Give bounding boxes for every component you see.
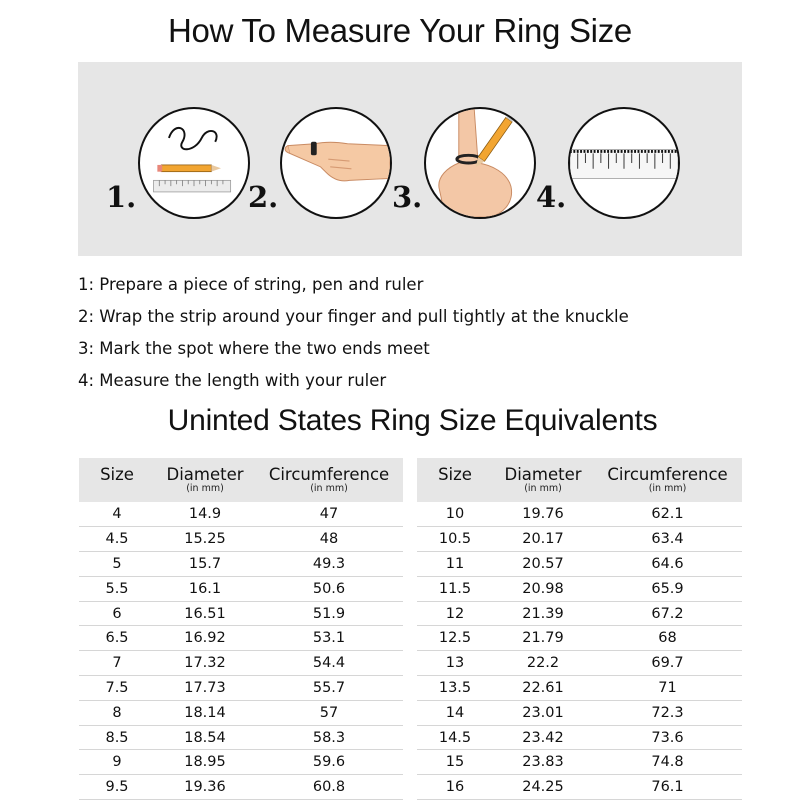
diameter-cell: 16.1 [155, 576, 255, 601]
circumference-cell: 71 [593, 676, 742, 701]
circumference-cell: 60.8 [255, 775, 403, 800]
table-row [79, 502, 403, 527]
string-pencil-ruler-icon [140, 109, 248, 217]
size-cell: 12.5 [417, 626, 493, 651]
size-cell: 8.5 [79, 725, 155, 750]
circumference-cell: 65.9 [593, 576, 742, 601]
size-cell: 11.5 [417, 576, 493, 601]
step-1-number: 1. [106, 180, 137, 214]
diameter-cell: 23.01 [493, 700, 593, 725]
size-cell: 7.5 [79, 676, 155, 701]
instruction-list [78, 272, 758, 400]
diameter-cell: 15.7 [155, 552, 255, 577]
step-3-number: 3. [392, 180, 423, 214]
step-1 [106, 107, 266, 227]
table-row [79, 651, 403, 676]
table-row [79, 552, 403, 577]
size-cell: 10 [417, 502, 493, 527]
circumference-cell: 53.1 [255, 626, 403, 651]
circumference-cell: 73.6 [593, 725, 742, 750]
table-body [417, 502, 742, 800]
size-cell: 5 [79, 552, 155, 577]
steps-illustration-panel [78, 62, 742, 256]
step-4-number: 4. [536, 180, 567, 214]
diameter-cell: 18.14 [155, 700, 255, 725]
diameter-cell: 20.98 [493, 576, 593, 601]
size-cell: 13.5 [417, 676, 493, 701]
circumference-cell: 47 [255, 502, 403, 527]
diameter-cell: 19.36 [155, 775, 255, 800]
diameter-cell: 23.42 [493, 725, 593, 750]
size-cell: 7 [79, 651, 155, 676]
diameter-cell: 17.32 [155, 651, 255, 676]
table-row [417, 676, 742, 701]
instruction-item: 4: Measure the length with your ruler [78, 371, 387, 390]
diameter-cell: 21.39 [493, 601, 593, 626]
size-cell: 9.5 [79, 775, 155, 800]
diameter-column-header: Diameter (in mm) [155, 458, 255, 502]
diameter-column-header: Diameter (in mm) [493, 458, 593, 502]
table-title: Uninted States Ring Size Equivalents [167, 404, 658, 437]
step-2-illustration [280, 107, 392, 219]
diameter-cell: 20.57 [493, 552, 593, 577]
circumference-cell: 55.7 [255, 676, 403, 701]
ring-size-table-left [79, 458, 403, 800]
table-body [79, 502, 403, 800]
table-row [79, 626, 403, 651]
diameter-cell: 22.2 [493, 651, 593, 676]
instruction-item: 1: Prepare a piece of string, pen and ruler [78, 275, 424, 294]
table-row [79, 750, 403, 775]
diameter-cell: 14.9 [155, 502, 255, 527]
size-column-header: Size [417, 458, 493, 502]
diameter-cell: 15.25 [155, 527, 255, 552]
circumference-cell: 49.3 [255, 552, 403, 577]
table-row [417, 527, 742, 552]
diameter-cell: 18.54 [155, 725, 255, 750]
diameter-cell: 22.61 [493, 676, 593, 701]
circumference-cell: 68 [593, 626, 742, 651]
table-row [79, 700, 403, 725]
diameter-cell: 17.73 [155, 676, 255, 701]
step-1-illustration [138, 107, 250, 219]
size-cell: 14.5 [417, 725, 493, 750]
step-4-illustration [568, 107, 680, 219]
finger-wrap-icon [282, 109, 390, 217]
step-2 [248, 107, 408, 227]
circumference-cell: 76.1 [593, 775, 742, 800]
table-row [79, 576, 403, 601]
size-cell: 13 [417, 651, 493, 676]
table-row [79, 527, 403, 552]
circumference-cell: 64.6 [593, 552, 742, 577]
table-row [79, 676, 403, 701]
table-row [417, 502, 742, 527]
diameter-cell: 16.92 [155, 626, 255, 651]
size-cell: 10.5 [417, 527, 493, 552]
circumference-unit: (in mm) [310, 483, 348, 494]
size-cell: 16 [417, 775, 493, 800]
size-cell: 11 [417, 552, 493, 577]
diameter-unit: (in mm) [186, 483, 224, 494]
step-2-number: 2. [248, 180, 279, 214]
circumference-column-header: Circumference (in mm) [255, 458, 403, 502]
circumference-cell: 69.7 [593, 651, 742, 676]
table-row [79, 601, 403, 626]
diameter-cell: 20.17 [493, 527, 593, 552]
circumference-cell: 57 [255, 700, 403, 725]
instruction-item: 3: Mark the spot where the two ends meet [78, 339, 430, 358]
ring-size-table-right [417, 458, 742, 800]
ruler-measure-icon [570, 109, 678, 217]
circumference-cell: 50.6 [255, 576, 403, 601]
table-row [417, 576, 742, 601]
circumference-cell: 59.6 [255, 750, 403, 775]
diameter-cell: 23.83 [493, 750, 593, 775]
size-cell: 4 [79, 502, 155, 527]
circumference-cell: 72.3 [593, 700, 742, 725]
table-row [417, 775, 742, 800]
table-row [417, 651, 742, 676]
size-cell: 9 [79, 750, 155, 775]
instruction-item: 2: Wrap the strip around your finger and pull tightly at the knuckle [78, 307, 629, 326]
size-cell: 12 [417, 601, 493, 626]
step-4 [536, 107, 696, 227]
circumference-cell: 67.2 [593, 601, 742, 626]
diameter-unit: (in mm) [524, 483, 562, 494]
diameter-cell: 24.25 [493, 775, 593, 800]
size-cell: 14 [417, 700, 493, 725]
page-title: How To Measure Your Ring Size [168, 12, 632, 49]
table-row [79, 775, 403, 800]
step-3 [392, 107, 552, 227]
diameter-cell: 18.95 [155, 750, 255, 775]
size-column-header: Size [79, 458, 155, 502]
size-cell: 6.5 [79, 626, 155, 651]
table-row [417, 601, 742, 626]
circumference-cell: 62.1 [593, 502, 742, 527]
size-cell: 4.5 [79, 527, 155, 552]
size-cell: 5.5 [79, 576, 155, 601]
table-row [417, 626, 742, 651]
size-cell: 15 [417, 750, 493, 775]
diameter-cell: 21.79 [493, 626, 593, 651]
table-header-row [79, 458, 403, 502]
circumference-cell: 51.9 [255, 601, 403, 626]
table-row [417, 700, 742, 725]
size-cell: 8 [79, 700, 155, 725]
step-3-illustration [424, 107, 536, 219]
table-row [417, 750, 742, 775]
circumference-cell: 54.4 [255, 651, 403, 676]
circumference-column-header: Circumference (in mm) [593, 458, 742, 502]
finger-mark-icon [426, 109, 534, 217]
circumference-unit: (in mm) [648, 483, 687, 494]
circumference-cell: 74.8 [593, 750, 742, 775]
circumference-cell: 48 [255, 527, 403, 552]
circumference-cell: 63.4 [593, 527, 742, 552]
circumference-cell: 58.3 [255, 725, 403, 750]
diameter-cell: 19.76 [493, 502, 593, 527]
diameter-cell: 16.51 [155, 601, 255, 626]
table-row [417, 552, 742, 577]
table-header-row [417, 458, 742, 502]
table-row [417, 725, 742, 750]
table-row [79, 725, 403, 750]
size-cell: 6 [79, 601, 155, 626]
